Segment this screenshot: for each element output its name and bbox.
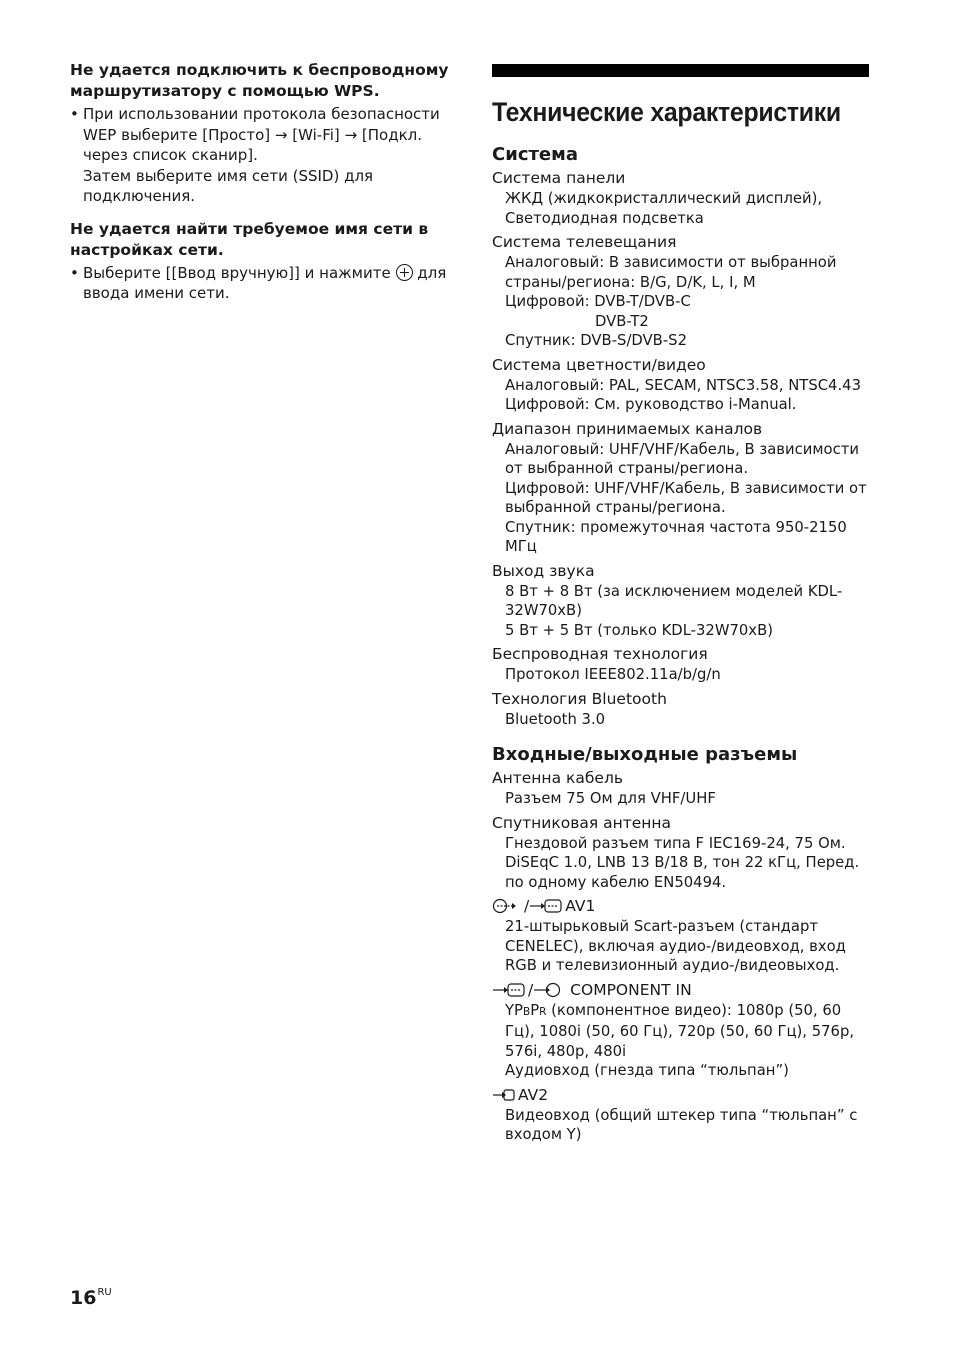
question-heading-network-name: Не удается найти требуемое имя сети в настройках сети. [70, 219, 429, 259]
answer-text-wps: При использовании протокола безопасности WEP выберите [Просто] → [Wi-Fi] → [Подкл. через список сканир]. [83, 105, 440, 164]
input-arrow-icon [492, 1087, 516, 1103]
spec-label-satellite: Спутниковая антенна [492, 813, 672, 832]
enter-button-icon [396, 264, 413, 281]
spec-label-color: Система цветности/видео [492, 355, 706, 374]
spec-value-wireless: Протокол IEEE802.11a/b/g/n [505, 666, 721, 683]
section-heading-io: Входные/выходные разъемы [492, 744, 798, 765]
arrow-icon: → [344, 125, 358, 144]
spec-value-component: YPBPR (компонентное видео): 1080p (50, 60 Гц), 1080i (50, 60 Гц), 720p (50, 60 Гц), 576p, 576i, 480p, 480i Аудиовход (гнезда типа “тюльпан”) [505, 1001, 855, 1079]
input-arrow-icon [492, 898, 522, 914]
spec-label-sound: Выход звука [492, 561, 595, 580]
bullet-dot: • [70, 105, 79, 123]
page-locale-suffix: RU [97, 1287, 112, 1298]
spec-value-satellite: Гнездовой разъем типа F IEC169-24, 75 Ом. DiSEqC 1.0, LNB 13 В/18 В, тон 22 кГц, Перед. по одному кабелю EN50494. [505, 834, 860, 891]
section-heading-system: Система [492, 144, 578, 165]
spec-value-channels: Аналоговый: UHF/VHF/Кабель, В зависимости от выбранной страны/региона. Цифровой: UHF/VHF/Кабель, В зависимости от выбранной страны/региона. Спутник: промежуточная частота 950-2150 МГц [505, 440, 867, 555]
title-bar [492, 64, 869, 77]
answer-bullet-wps [70, 104, 450, 207]
spec-label-bluetooth: Технология Bluetooth [492, 689, 667, 708]
answer-bullet-network-name: • Выберите [[Ввод вручную]] и нажмите для ввода имени сети. [70, 263, 447, 302]
spec-label-av1: / AV1 [492, 896, 870, 917]
spec-value-av2: Видеовход (общий штекер типа “тюльпан” с входом Y) [505, 1106, 858, 1143]
spec-value-panel: ЖКД (жидкокристаллический дисплей), Светодиодная подсветка [505, 190, 823, 227]
spec-value-av1: 21-штырьковый Scart-разъем (стандарт CENELEC), включая аудио-/видеовход, вход RGB и телевизионный аудио-/видеовыход. [505, 918, 846, 974]
arrow-icon: → [274, 125, 288, 144]
bullet-dot: • [70, 263, 79, 282]
spec-value-color: Аналоговый: PAL, SECAM, NTSC3.58, NTSC4.43 Цифровой: См. руководство i-Manual. [505, 376, 861, 413]
page-number: $16^{RU}$ [70, 1287, 112, 1309]
output-arrow-icon [529, 898, 563, 914]
left-column [70, 60, 450, 304]
spec-label-component: / COMPONENT IN [492, 980, 870, 1001]
spec-label-wireless: Беспроводная технология [492, 645, 708, 663]
spec-label-antenna: Антенна кабель [492, 769, 623, 787]
spec-value-broadcast: Аналоговый: В зависимости от выбранной страны/региона: B/G, D/K, L, I, M Цифровой: DVB-T/DVB-C DVB-T2 Спутник: DVB-S/DVB-S2 [505, 254, 837, 349]
spec-label-panel: Система панели [492, 169, 626, 187]
spec-label-channels: Диапазон принимаемых каналов [492, 419, 763, 438]
input-arrow-icon [533, 982, 563, 998]
spec-label-av2: AV2 [492, 1085, 870, 1106]
question-heading-wps: Не удается подключить к беспроводному маршрутизатору с помощью WPS. [70, 61, 449, 100]
output-arrow-icon [492, 982, 526, 998]
answer-text-ssid: Затем выберите имя сети (SSID) для подключения. [83, 166, 374, 205]
spec-label-broadcast: Система телевещания [492, 233, 677, 251]
right-column [492, 64, 870, 1145]
spec-value-sound: 8 Вт + 8 Вт (за исключением моделей KDL-32W70xB) 5 Вт + 5 Вт (только KDL-32W70xB) [505, 582, 843, 639]
spec-value-bluetooth: Bluetooth 3.0 [505, 710, 606, 728]
spec-value-antenna: Разъем 75 Ом для VHF/UHF [505, 790, 716, 807]
page-title: Технические характеристики [492, 97, 841, 127]
